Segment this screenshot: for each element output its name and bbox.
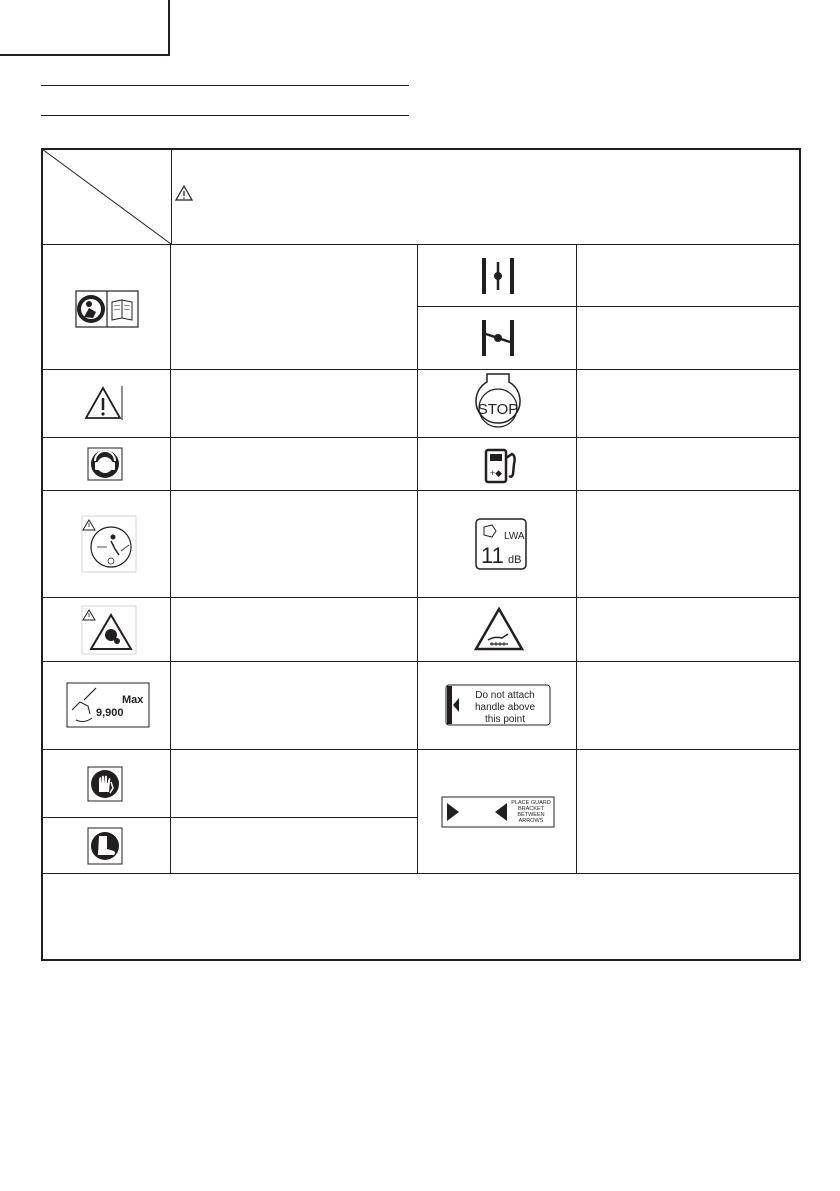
symbols-table	[41, 148, 801, 961]
sound-power-icon	[474, 517, 528, 571]
sound-power-unit: LWA	[504, 531, 525, 542]
guard-label-line3: BETWEEN	[517, 812, 545, 818]
page-corner-tab	[0, 0, 170, 56]
handle-position-icon	[445, 684, 551, 726]
row-sep-2	[41, 437, 801, 438]
row-sep-3	[41, 490, 801, 491]
guard-label-line4: ARROWS	[518, 818, 544, 824]
heading-rule-1	[41, 85, 409, 86]
header-diagonal-cell	[41, 148, 172, 245]
thrown-objects-icon	[81, 605, 137, 655]
guard-label-line1: PLACE GUARD	[511, 800, 551, 806]
choke-open-icon	[480, 256, 516, 296]
handle-label-line2: handle above	[474, 702, 536, 713]
general-warning-icon	[82, 385, 124, 421]
hearing-protection-icon	[87, 447, 123, 481]
max-speed-prefix: Max	[122, 694, 144, 706]
col-sep-2	[417, 244, 418, 873]
row-sep-6	[41, 749, 801, 750]
col-sep-3	[576, 244, 577, 873]
gloves-icon	[87, 766, 123, 802]
guard-bracket-icon	[441, 796, 555, 828]
stop-label: STOP	[477, 401, 519, 418]
hot-surface-icon	[474, 606, 524, 652]
read-manual-icon	[75, 290, 139, 328]
row-sep-5	[41, 661, 801, 662]
warning-icon	[175, 185, 193, 201]
svg-text:+◆: +◆	[489, 468, 503, 478]
choke-closed-icon	[480, 318, 516, 358]
max-speed-icon	[66, 682, 150, 728]
row-sep-header	[41, 244, 801, 245]
sound-power-db: dB	[508, 554, 522, 566]
row-sep-choke	[417, 306, 801, 307]
heading-rule-2	[41, 115, 409, 116]
max-speed-value: 9,900	[96, 707, 124, 719]
header-divider	[171, 148, 172, 245]
guard-label-line2: BRACKET	[518, 806, 544, 812]
row-sep-1	[41, 369, 801, 370]
row-sep-footer	[41, 873, 801, 874]
bystander-distance-icon	[81, 515, 137, 573]
row-sep-4	[41, 597, 801, 598]
fuel-pump-icon	[482, 446, 518, 484]
handle-label-line1: Do not attach	[475, 690, 535, 701]
stop-switch-icon	[472, 372, 524, 432]
sound-power-value: 11	[481, 543, 504, 568]
safety-boots-icon	[87, 827, 123, 865]
handle-label-line3: this point	[484, 714, 526, 725]
row-sep-boots	[41, 817, 417, 818]
col-sep-1	[170, 244, 171, 873]
